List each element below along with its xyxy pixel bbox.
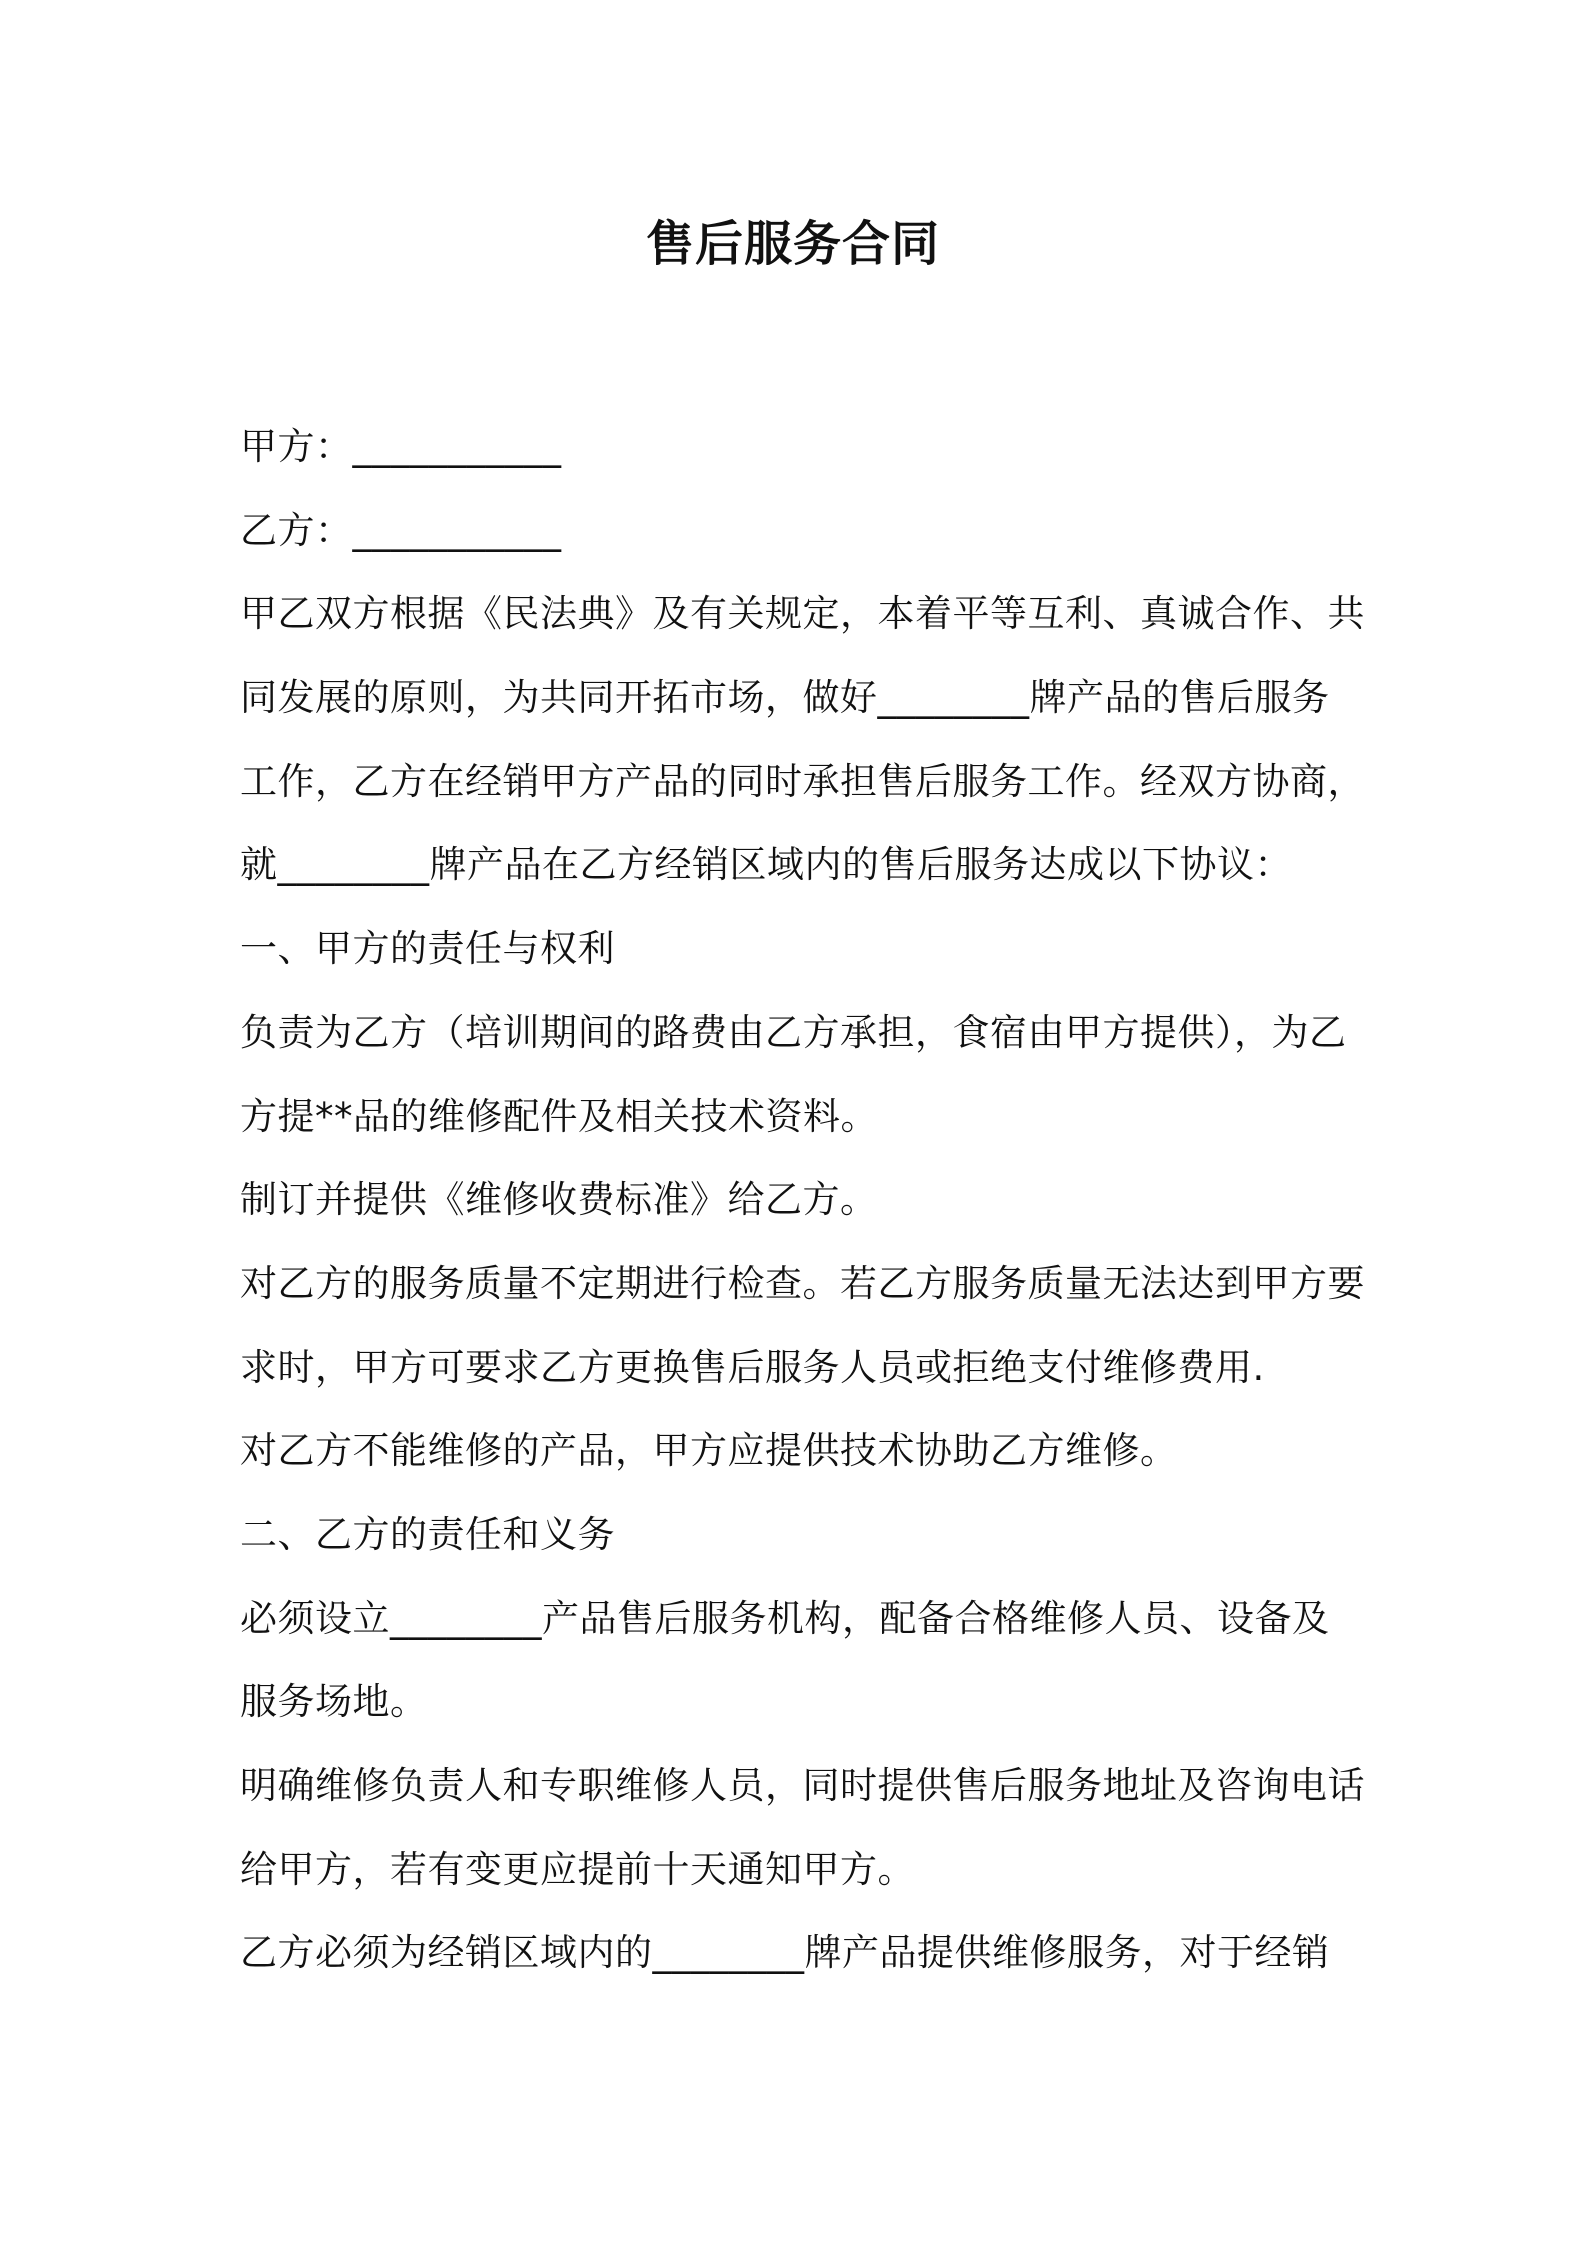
preamble-line-4: 就________牌产品在乙方经销区域内的售后服务达成以下协议：	[240, 843, 1292, 887]
preamble-line-1: 甲乙双方根据《民法典》及有关规定，本着平等互利、真诚合作、共	[240, 592, 1365, 636]
section-2-line-4: 给甲方，若有变更应提前十天通知甲方。	[240, 1847, 915, 1891]
section-1-heading: 一、甲方的责任与权利	[240, 927, 615, 971]
section-1-line-1: 负责为乙方（培训期间的路费由乙方承担，食宿由甲方提供），为乙	[240, 1010, 1347, 1054]
section-1-line-6: 对乙方不能维修的产品，甲方应提供技术协助乙方维修。	[240, 1429, 1178, 1473]
document-title: 售后服务合同	[645, 216, 940, 272]
document-body	[240, 405, 1365, 1995]
section-1-line-3: 制订并提供《维修收费标准》给乙方。	[240, 1178, 878, 1222]
section-1-line-5: 求时，甲方可要求乙方更换售后服务人员或拒绝支付维修费用.	[240, 1345, 1265, 1389]
section-2-line-2: 服务场地。	[240, 1680, 428, 1724]
preamble-line-3: 工作，乙方在经销甲方产品的同时承担售后服务工作。经双方协商，	[240, 759, 1365, 803]
section-1-line-2: 方提**品的维修配件及相关技术资料。	[240, 1094, 878, 1138]
party-a-line: 甲方：___________	[240, 425, 562, 468]
preamble-line-2: 同发展的原则，为共同开拓市场，做好________牌产品的售后服务	[240, 676, 1330, 720]
party-b-line: 乙方：___________	[240, 508, 562, 552]
section-2-line-3: 明确维修负责人和专职维修人员，同时提供售后服务地址及咨询电话	[240, 1764, 1365, 1807]
section-2-heading: 二、乙方的责任和义务	[240, 1512, 615, 1556]
section-2-line-1: 必须设立________产品售后服务机构，配备合格维修人员、设备及	[240, 1596, 1330, 1640]
section-2-line-5: 乙方必须为经销区域内的________牌产品提供维修服务，对于经销	[240, 1931, 1330, 1975]
section-1-line-4: 对乙方的服务质量不定期进行检查。若乙方服务质量无法达到甲方要	[240, 1261, 1365, 1305]
